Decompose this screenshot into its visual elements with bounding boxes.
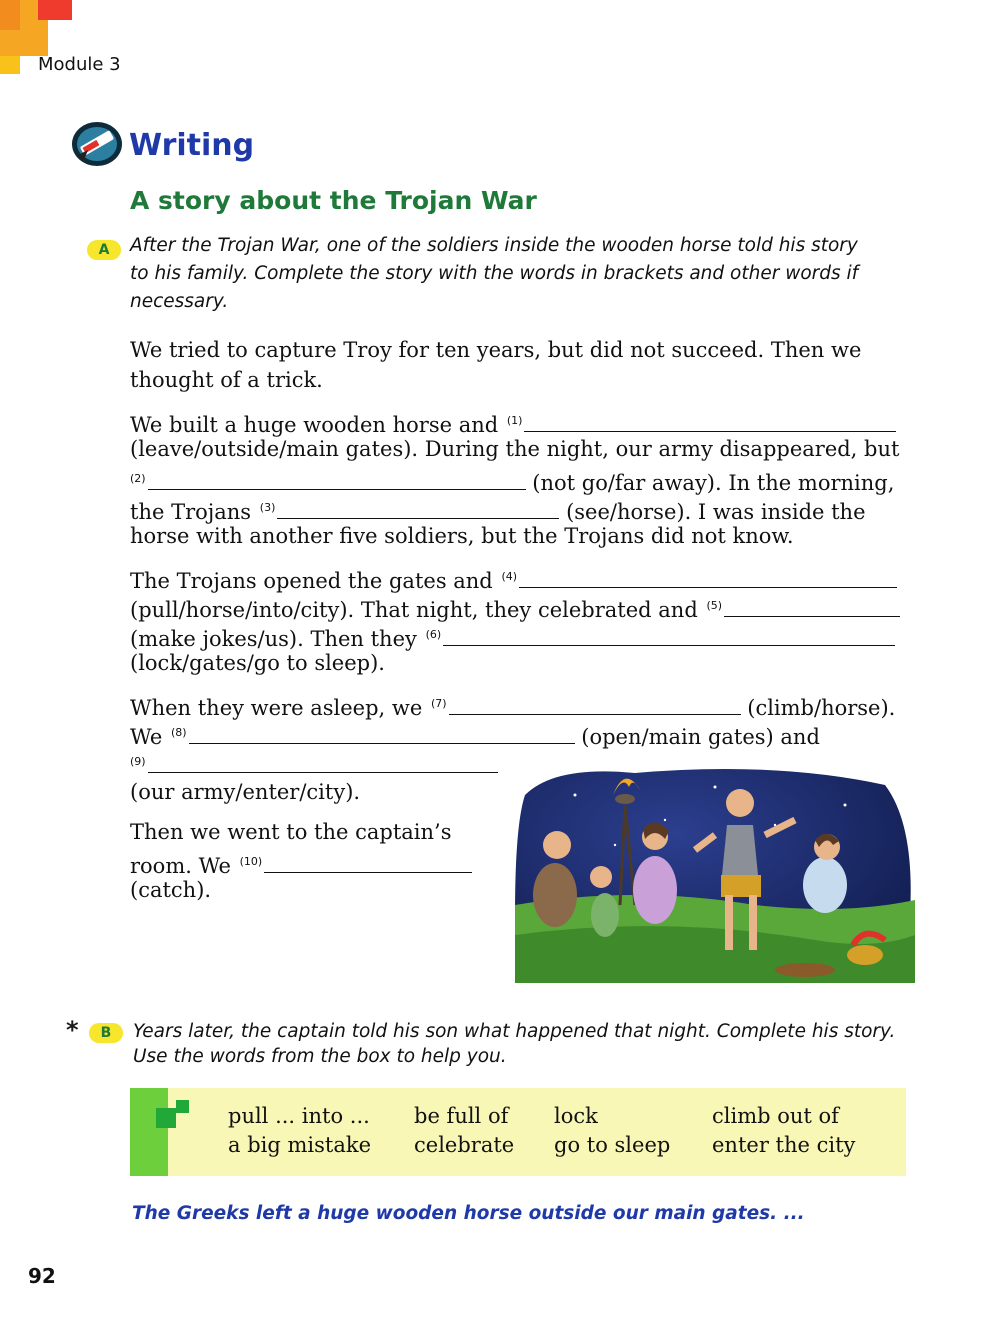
story-line: When they were asleep, we $^{(7)}$ (climb/horse). — [130, 689, 895, 724]
corner-decoration — [0, 0, 20, 30]
story-line: horse with another five soldiers, but the Trojans did not know. — [130, 524, 794, 548]
story-line: We $^{(8)}$ (open/main gates) and — [130, 718, 820, 753]
section-subtitle: A story about the Trojan War — [130, 186, 537, 215]
word-item: climb out of — [712, 1104, 839, 1128]
blank-1[interactable] — [524, 409, 896, 432]
story-line: We built a huge wooden horse and $^{(1)}$ — [130, 406, 896, 441]
word-item: a big mistake — [228, 1133, 371, 1157]
word-column — [414, 1102, 514, 1160]
word-item: lock — [554, 1104, 598, 1128]
story-line: room. We $^{(10)}$ — [130, 847, 472, 882]
story-line: $^{(2)}$ (not go/far away). In the morning, — [130, 464, 894, 499]
story-line: the Trojans $^{(3)}$ (see/horse). I was inside the — [130, 493, 866, 528]
word-item: be full of — [414, 1104, 509, 1128]
story-line: The Trojans opened the gates and $^{(4)}$ — [130, 562, 897, 597]
corner-decoration — [38, 0, 72, 20]
blank-6[interactable] — [443, 623, 895, 646]
part-b-badge: B — [89, 1023, 123, 1043]
blank-8[interactable] — [189, 721, 575, 744]
story-opening-line: The Greeks left a huge wooden horse outside our main gates. ... — [132, 1203, 805, 1224]
word-column — [712, 1102, 855, 1160]
story-line: (catch). — [130, 878, 212, 902]
story-line: (leave/outside/main gates). During the night, our army disappeared, but — [130, 437, 900, 461]
word-box-accent — [130, 1088, 168, 1176]
word-column — [228, 1102, 371, 1160]
blank-3[interactable] — [277, 496, 559, 519]
story-line: (9) — [130, 747, 498, 782]
part-a-instruction: After the Trojan War, one of the soldiers inside the wooden horse told his story to his family. Complete the story with the words in brackets and other words if necessary. — [130, 235, 859, 312]
word-item: celebrate — [414, 1133, 515, 1157]
module-label: Module 3 — [38, 54, 121, 75]
blank-9[interactable] — [148, 750, 498, 773]
corner-decoration — [0, 56, 20, 74]
story-line: Then we went to the captain’s — [130, 820, 452, 844]
page-number: 92 — [28, 1264, 56, 1288]
word-item: enter the city — [712, 1133, 856, 1157]
writing-pen-icon — [70, 120, 124, 168]
optional-star: * — [66, 1016, 79, 1044]
story-line: (lock/gates/go to sleep). — [130, 651, 385, 675]
word-item: go to sleep — [554, 1133, 671, 1157]
story-line: (pull/horse/into/city). That night, they celebrated and $^{(5)}$ — [130, 591, 900, 626]
blank-10[interactable] — [264, 850, 472, 873]
blank-4[interactable] — [519, 565, 897, 588]
blank-2[interactable] — [148, 467, 526, 490]
story-paragraph: We tried to capture Troy for ten years, but did not succeed. Then we thought of a trick. — [130, 338, 862, 392]
story-line: (make jokes/us). Then they $^{(6)}$ — [130, 620, 895, 655]
word-item: pull ... into ... — [228, 1104, 370, 1128]
story-line: (our army/enter/city). — [130, 780, 361, 804]
word-box-accent — [156, 1108, 176, 1128]
part-a-badge: A — [87, 240, 121, 260]
blank-7[interactable] — [449, 692, 741, 715]
trojan-night-illustration — [515, 765, 915, 983]
part-b-instruction: Years later, the captain told his son what happened that night. Complete his story. Use the words from the box to help you. — [133, 1021, 896, 1067]
blank-5[interactable] — [724, 594, 900, 617]
word-column — [554, 1102, 670, 1160]
word-box-accent — [176, 1100, 189, 1113]
section-title: Writing — [129, 128, 255, 163]
